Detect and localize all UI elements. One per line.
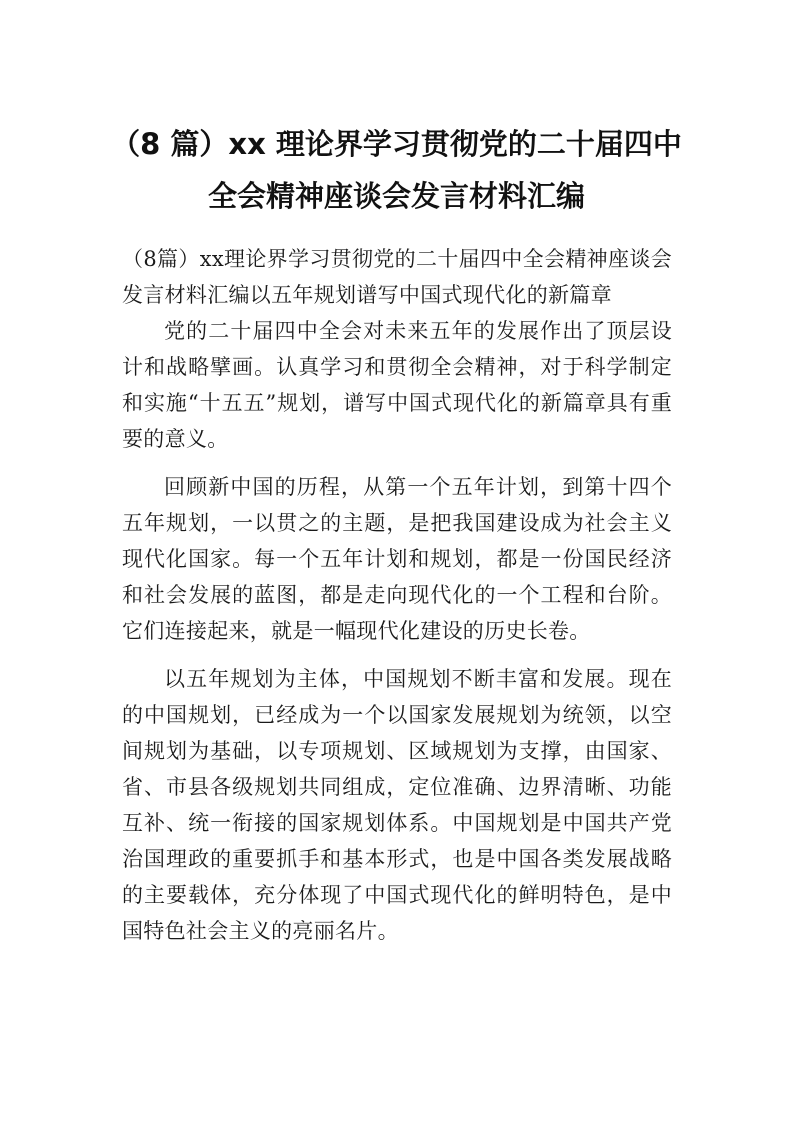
lead-paragraph: （8篇）xx理论界学习贯彻党的二十届四中全会精神座谈会发言材料汇编以五年规划谱写中国式现代化的新篇章 (122, 247, 672, 307)
body-paragraph-3: 以五年规划为主体，中国规划不断丰富和发展。现在的中国规划，已经成为一个以国家发展规划为统领，以空间规划为基础，以专项规划、区域规划为支撑，由国家、省、市县各级规划共同组成，定位准确、边界清晰、功能互补、统一衔接的国家规划体系。中国规划是中国共产党治国理政的重要抓手和基本形式，也是中国各类发展战略的主要载体，充分体现了中国式现代化的鲜明特色，是中国特色社会主义的亮丽名片。 (122, 667, 672, 943)
document-title-line-1: （8 篇）xx 理论界学习贯彻党的二十届四中 (111, 127, 682, 161)
document-title (100, 118, 693, 222)
document-body (122, 241, 672, 949)
document-title-line-2: 全会精神座谈会发言材料汇编 (207, 179, 585, 213)
body-paragraph-2: 回顾新中国的历程，从第一个五年计划，到第十四个五年规划，一以贯之的主题，是把我国建设成为社会主义现代化国家。每一个五年计划和规划，都是一份国民经济和社会发展的蓝图，都是走向现代化的一个工程和台阶。它们连接起来，就是一幅现代化建设的历史长卷。 (122, 475, 672, 643)
body-paragraph-1: 党的二十届四中全会对未来五年的发展作出了顶层设计和战略擘画。认真学习和贯彻全会精神，对于科学制定和实施“十五五”规划，谱写中国式现代化的新篇章具有重要的意义。 (122, 319, 672, 451)
